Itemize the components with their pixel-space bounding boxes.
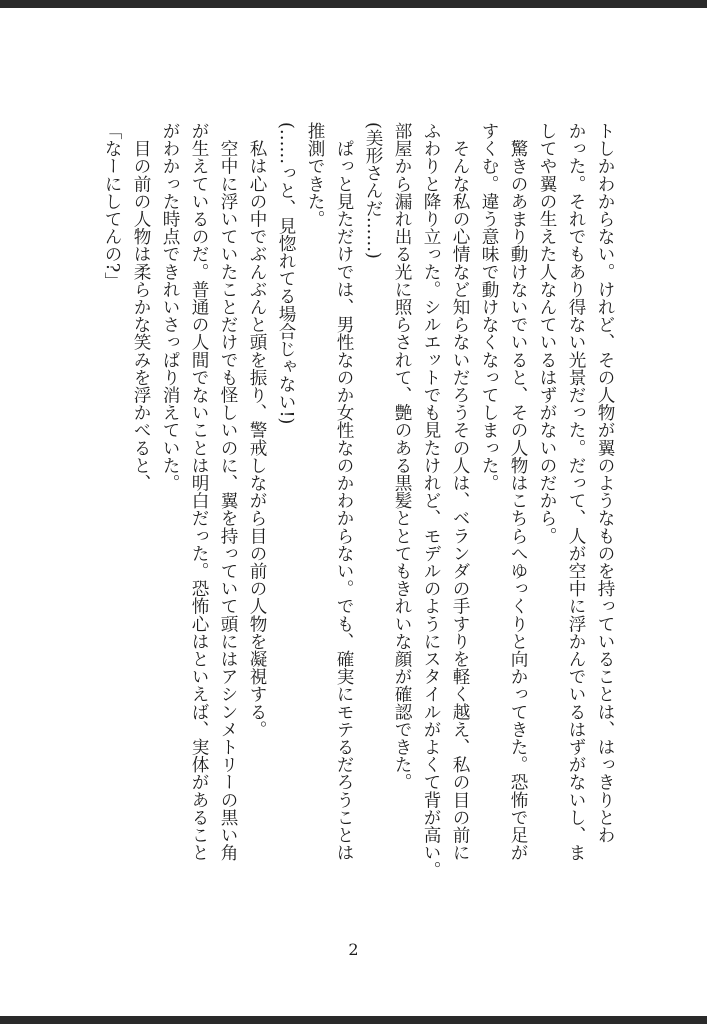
text-line: (……っと、見惚れてる場合じゃない!) xyxy=(276,122,296,425)
text-line: 空中に浮いていたことだけでも怪しいのに、翼を持っていて頭にはアシンメトリーの黒い角 xyxy=(218,122,238,862)
document-page xyxy=(0,8,707,1016)
text-line: そんな私の心情など知らないだろうその人は、ベランダの手すりを軽く越え、私の目の前に xyxy=(450,122,470,862)
page-number: 2 xyxy=(348,940,359,959)
text-line: (美形さんだ……) xyxy=(363,122,383,259)
vertical-text-block xyxy=(97,122,619,912)
text-line: ふわりと降り立った。シルエットでも見たけれど、モデルのようにスタイルがよくて背が高い。 xyxy=(421,122,441,879)
text-line: ぱっと見ただけでは、男性なのか女性なのかわからない。でも、確実にモテるだろうことは xyxy=(334,122,354,862)
text-line: がわかった時点できれいさっぱり消えていた。 xyxy=(160,122,180,492)
text-line: すくむ。違う意味で動けなくなってしまった。 xyxy=(479,122,499,492)
text-line: 驚きのあまり動けないでいると、その人物はこちらへゆっくりと向かってきた。恐怖で足が xyxy=(508,122,528,862)
text-line: かった。それでもあり得ない光景だった。だって、人が空中に浮かんでいるはずがないし、ま xyxy=(566,122,586,862)
text-line: 目の前の人物は柔らかな笑みを浮かべると、 xyxy=(131,122,151,492)
text-line: 推測できた。 xyxy=(305,122,325,228)
text-line: が生えているのだ。普通の人間でないことは明白だった。恐怖心はといえば、実体があること xyxy=(189,122,209,862)
text-line: してや翼の生えた人なんているはずがないのだから。 xyxy=(537,122,557,545)
text-line: 部屋から漏れ出る光に照らされて、艶のある黒髪ととてもきれいな顔が確認できた。 xyxy=(392,122,412,791)
text-line: 「なーにしてんの?」 xyxy=(102,122,122,290)
text-line: 私は心の中でぶんぶんと頭を振り、警戒しながら目の前の人物を凝視する。 xyxy=(247,122,267,738)
text-line: トしかわからない。けれど、その人物が翼のようなものを持っていることは、はっきりとわ xyxy=(595,122,615,844)
